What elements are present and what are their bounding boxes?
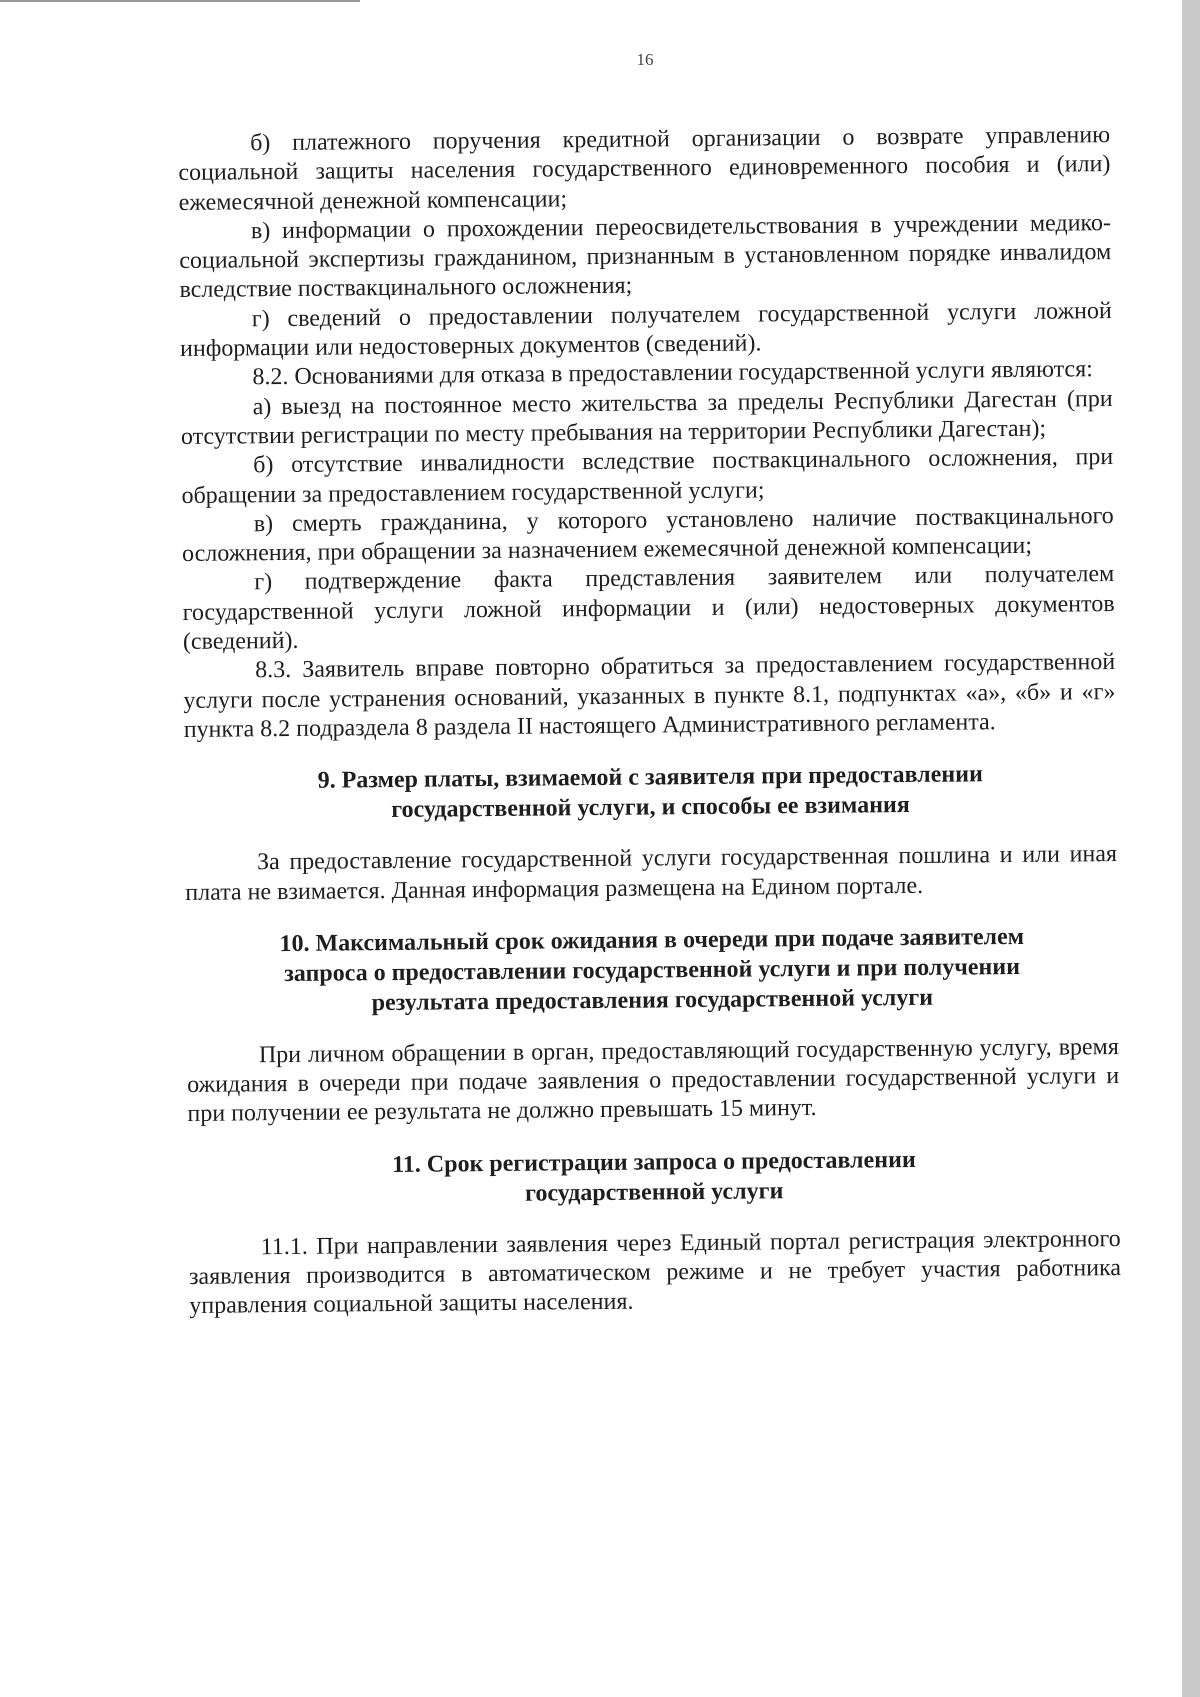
section-9-heading-line: государственной услуги, и способы ее взимания xyxy=(391,792,910,824)
paragraph-8-2: 8.2. Основаниями для отказа в предоставлении государственной услуги являются: xyxy=(252,356,1093,391)
section-10-heading-line: результата предоставления государственной услуги xyxy=(371,984,934,1017)
paragraph-8-1-v: в) информации о прохождении переосвидетельствования в учреждении медико-социальной экспертизы гражданином, признанным в установленном порядке инвалидом вследствие поствакцинального осложнения; xyxy=(179,209,1112,304)
scan-artifact-edge xyxy=(1182,0,1200,1697)
section-10-heading-line: запроса о предоставлении государственной услуги и при получении xyxy=(284,953,1021,987)
section-11-heading-line: 11. Срок регистрации запроса о предоставлении xyxy=(392,1146,916,1178)
paragraph-8-2-v: в) смерть гражданина, у которого установлено наличие поствакцинального осложнения, при обращении за назначением ежемесячной денежной компенсации; xyxy=(181,502,1114,568)
section-11-heading xyxy=(188,1143,1121,1212)
scan-artifact-top xyxy=(0,0,360,2)
section-9-text: За предоставление государственной услуги государственная пошлина и или иная плата не взимается. Данная информация размещена на Едином портале. xyxy=(185,841,1118,906)
section-9-heading-line: 9. Размер платы, взимаемой с заявителя при предоставлении xyxy=(317,761,983,794)
document-body xyxy=(178,121,1121,1322)
paragraph-8-2-g: г) подтверждение факта представления заявителем или получателем государственной услуги ложной информации и (или) недостоверных документов (сведений). xyxy=(182,561,1115,656)
section-10-text: При личном обращении в орган, предоставляющий государственную услугу, время ожидания в очереди при подаче заявления о предоставлении государственной услуги и при получении ее результата не должно превышать 15 минут. xyxy=(187,1033,1120,1128)
section-10-heading-line: 10. Максимальный срок ожидания в очереди при подаче заявителем xyxy=(279,923,1025,957)
page-number: 16 xyxy=(636,50,654,69)
paragraph-8-3: 8.3. Заявитель вправе повторно обратиться за предоставлением государственной услуги после устранения оснований, указанных в пункте 8.1, подпунктах «а», «б» и «г» пункта 8.2 подраздела 8 раздела II настоящего Административного регламента. xyxy=(183,649,1116,743)
paragraph-8-2-b: б) отсутствие инвалидности вследствие поствакцинального осложнения, при обращении за предоставлением государственной услуги; xyxy=(181,444,1114,509)
paragraph-8-1-b: б) платежного поручения кредитной организации о возврате управлению социальной защиты населения государственного единовременного пособия и (или) ежемесячной денежной компенсации; xyxy=(178,122,1111,216)
section-9-heading xyxy=(184,758,1117,827)
section-11-heading-line: государственной услуги xyxy=(524,1177,784,1207)
section-10-heading xyxy=(186,921,1119,1020)
paragraph-8-1-g: г) сведений о предоставлении получателем государственной услуги ложной информации или недостоверных документов (сведений). xyxy=(179,297,1112,363)
section-11-text: 11.1. При направлении заявления через Единый портал регистрация электронного заявления производится в автоматическом режиме и не требует участия работника управления социальной защиты населения. xyxy=(188,1225,1122,1320)
paragraph-8-2-a: а) выезд на постоянное место жительства за пределы Республики Дагестан (при отсутствии регистрации по месту пребывания на территории Республики Дагестан); xyxy=(180,385,1113,450)
